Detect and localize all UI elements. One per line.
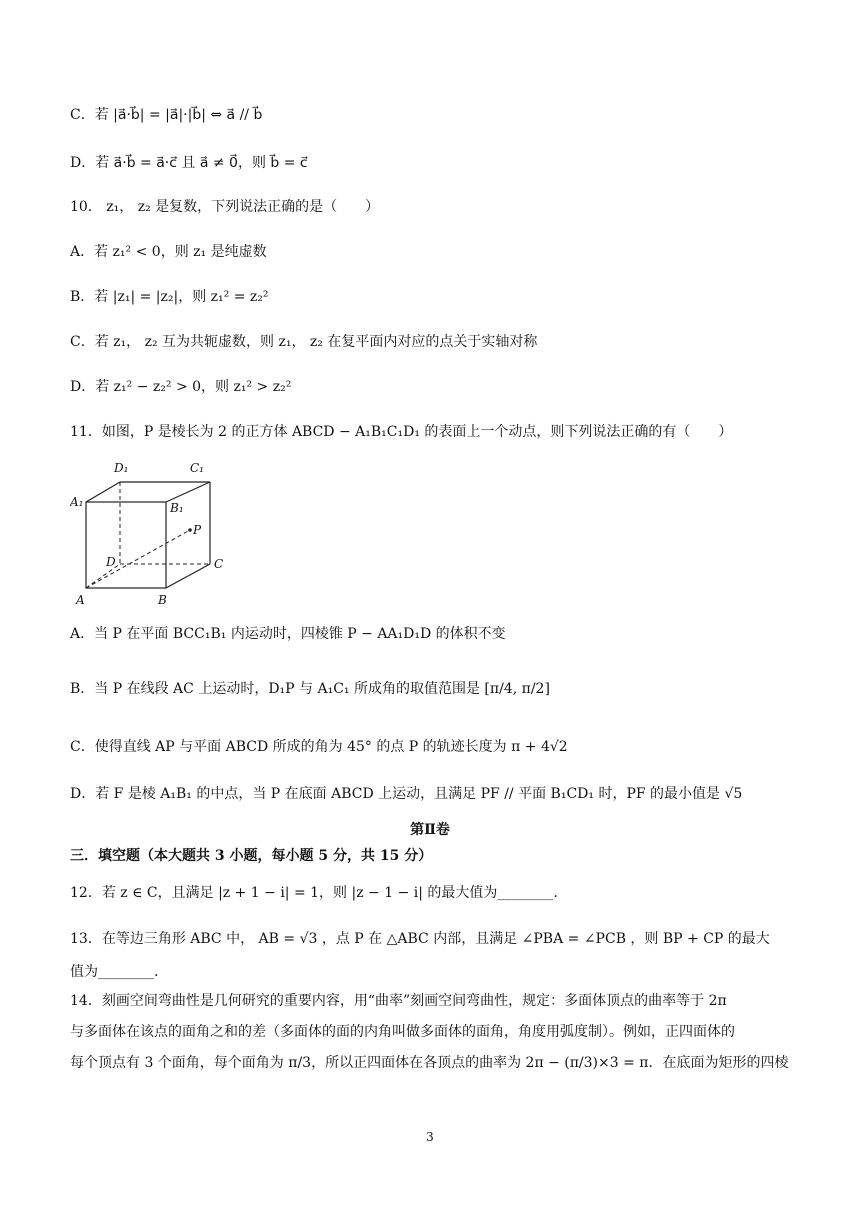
- q9-option-c: C．若 |a⃗·b⃗| = |a⃗|·|b⃗| ⇔ a⃗ // b⃗: [70, 107, 263, 123]
- section3-title: 三．填空题（本大题共 3 小题，每小题 5 分，共 15 分）: [70, 848, 433, 864]
- label-c: C: [214, 557, 224, 571]
- q11-stem: 11．如图，P 是棱长为 2 的正方体 ABCD − A₁B₁C₁D₁ 的表面上一个动点，则下列说法正确的有（ ）: [70, 424, 733, 440]
- part2-title: 第Ⅱ卷: [410, 822, 450, 838]
- label-p: P: [193, 523, 202, 537]
- q14-line3: 每个顶点有 3 个面角，每个面角为 π/3，所以正四面体在各顶点的曲率为 2π − (π/3)×3 = π．在底面为矩形的四棱: [70, 1055, 789, 1071]
- q11-option-a: A．当 P 在平面 BCC₁B₁ 内运动时，四棱锥 P − AA₁D₁D 的体积不变: [70, 626, 506, 642]
- cube-figure: [70, 456, 230, 608]
- label-d1: D₁: [114, 461, 129, 475]
- q11-option-c: C．使得直线 AP 与平面 ABCD 所成的角为 45° 的点 P 的轨迹长度为 π + 4√2: [70, 739, 568, 755]
- label-d: D: [106, 555, 116, 569]
- q11-option-d: D．若 F 是棱 A₁B₁ 的中点，当 P 在底面 ABCD 上运动，且满足 PF // 平面 B₁CD₁ 时，PF 的最小值是 √5: [70, 786, 743, 802]
- q10-option-c: C．若 z₁， z₂ 互为共轭虚数，则 z₁， z₂ 在复平面内对应的点关于实轴对称: [70, 334, 538, 350]
- q10-option-d: D．若 z₁² − z₂² > 0，则 z₁² > z₂²: [70, 379, 292, 395]
- label-a1: A₁: [70, 495, 84, 509]
- q14-line2: 与多面体在该点的面角之和的差（多面体的面的内角叫做多面体的面角，角度用弧度制）。例如，正四面体的: [70, 1024, 735, 1040]
- label-b1: B₁: [170, 501, 184, 515]
- label-c1: C₁: [190, 461, 204, 475]
- label-b: B: [158, 593, 167, 607]
- q10-option-a: A．若 z₁² < 0，则 z₁ 是纯虚数: [70, 244, 267, 260]
- q9-option-d: D．若 a⃗·b⃗ = a⃗·c⃗ 且 a⃗ ≠ 0⃗，则 b⃗ = c⃗: [70, 155, 308, 171]
- q14-line1: 14．刻画空间弯曲性是几何研究的重要内容，用“曲率”刻画空间弯曲性，规定：多面体顶点的曲率等于 2π: [70, 993, 727, 1009]
- label-a: A: [76, 593, 85, 607]
- q13-line1: 13．在等边三角形 ABC 中， AB = √3 ，点 P 在 △ABC 内部，且满足 ∠PBA = ∠PCB ，则 BP + CP 的最大: [70, 931, 770, 947]
- q10-stem: 10． z₁， z₂ 是复数，下列说法正确的是（ ）: [70, 199, 380, 215]
- q12: 12．若 z ∈ C，且满足 |z + 1 − i| = 1，则 |z − 1 − i| 的最大值为________.: [70, 885, 558, 901]
- q11-option-b: B．当 P 在线段 AC 上运动时，D₁P 与 A₁C₁ 所成角的取值范围是 [π/4, π/2]: [70, 681, 550, 697]
- q10-option-b: B．若 |z₁| = |z₂|，则 z₁² = z₂²: [70, 289, 269, 305]
- page-number: 3: [426, 1130, 434, 1144]
- q13-line2: 值为________.: [70, 964, 159, 980]
- point-p: [188, 528, 192, 532]
